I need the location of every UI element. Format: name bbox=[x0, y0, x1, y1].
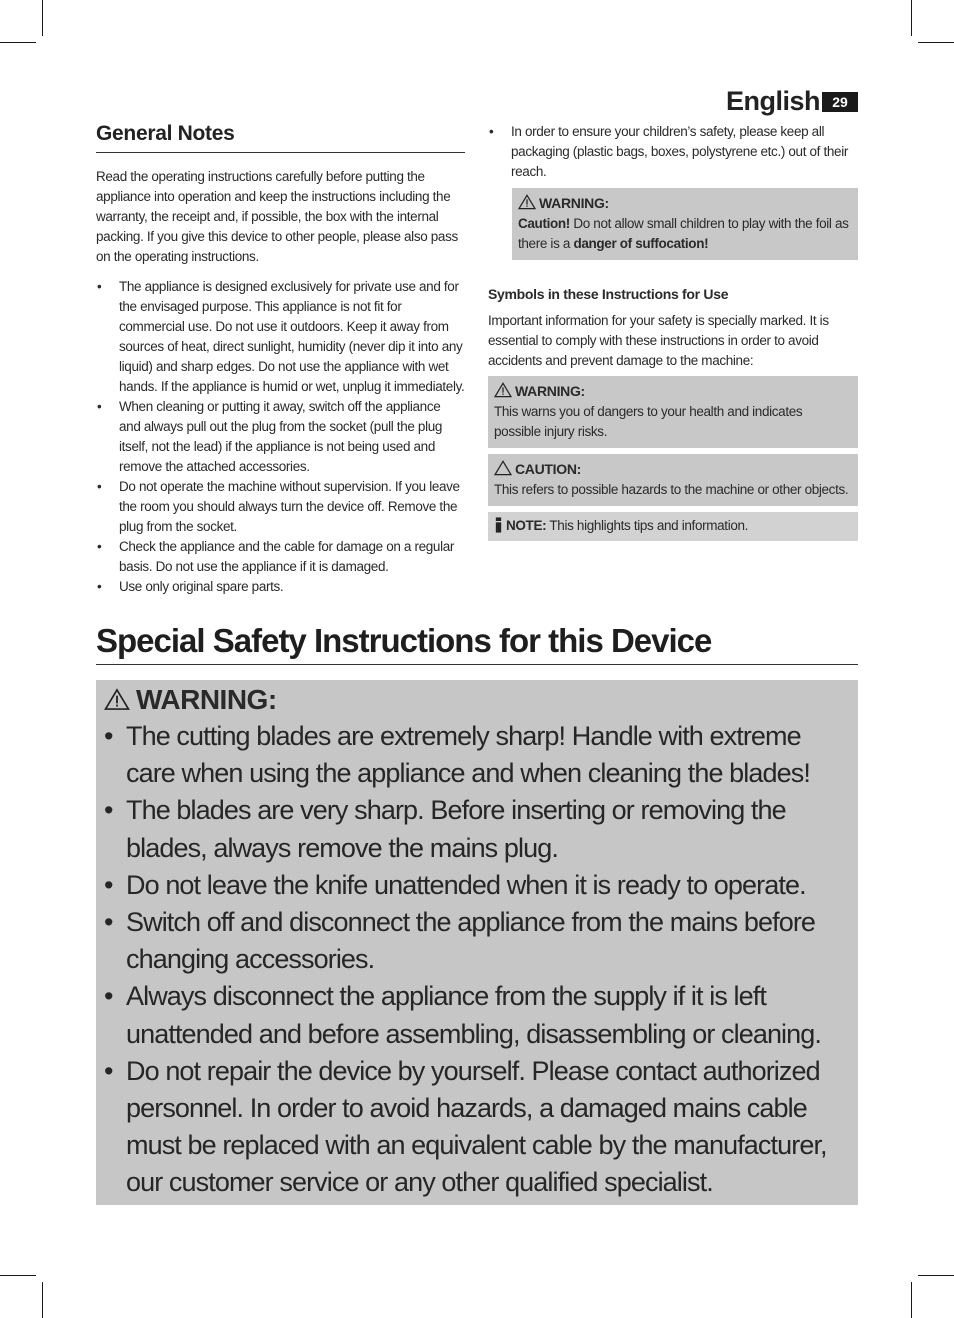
warning-symbol-title: WARNING: bbox=[515, 383, 585, 399]
caution-symbol-box bbox=[488, 454, 858, 506]
child-warning-text: Do not allow small children to play with the foil as there is a bbox=[518, 216, 849, 251]
special-safety-heading: Special Safety Instructions for this Device bbox=[96, 622, 858, 665]
list-item: • Do not leave the knife unattended when it is ready to operate. bbox=[104, 869, 806, 900]
child-warning-title: WARNING: bbox=[539, 195, 609, 211]
note-symbol-box bbox=[488, 512, 858, 541]
caution-symbol-text: This refers to possible hazards to the machine or other objects. bbox=[494, 482, 849, 497]
general-notes-heading: General Notes bbox=[96, 122, 465, 153]
list-item: • The blades are very sharp. Before inserting or removing the blades, always remove the mains plug. bbox=[104, 795, 786, 863]
general-notes-intro: Read the operating instructions carefully before putting the appliance into operation and keep the instructions including the warranty, the receipt and, if possible, the box with the internal packing. If you give this device to other people, please also pass on the operating instructions. bbox=[96, 169, 458, 264]
special-warning-box bbox=[96, 680, 858, 1205]
list-item: • Do not operate the machine without supervision. If you leave the room you should always turn the device off. Remove the plug from the socket. bbox=[97, 479, 460, 534]
child-safety-list bbox=[488, 122, 858, 182]
crop-mark bbox=[918, 42, 954, 43]
language-label: English bbox=[726, 86, 821, 116]
info-icon bbox=[494, 517, 503, 533]
list-item: • Check the appliance and the cable for damage on a regular basis. Do not use the appliance if it is damaged. bbox=[97, 539, 455, 574]
crop-mark bbox=[0, 42, 36, 43]
general-notes-section bbox=[96, 122, 465, 597]
symbols-intro: Important information for your safety is specially marked. It is essential to comply with these instructions in order to avoid accidents and prevent damage to the machine: bbox=[488, 313, 829, 368]
child-warning-box bbox=[512, 188, 858, 260]
special-warning-title: WARNING: bbox=[136, 684, 277, 715]
list-item: • Switch off and disconnect the appliance from the mains before changing accessories. bbox=[104, 907, 816, 975]
note-symbol-text: This highlights tips and information. bbox=[546, 518, 749, 533]
crop-mark bbox=[42, 1282, 43, 1318]
list-item: • Do not repair the device by yourself. Please contact authorized personnel. In order to avoid hazards, a damaged mains cable must be replaced with an equivalent cable by the manufacturer, our customer service or any other qualified specialist. bbox=[104, 1055, 827, 1198]
note-symbol-title: NOTE: bbox=[506, 518, 547, 533]
list-item: • The appliance is designed exclusively for private use and for the envisaged purpose. This appliance is not fit for commercial use. Do not use it outdoors. Keep it away from sources of heat, direct sunlight, humidity (never dip it into any liquid) and sharp edges. Do not use the appliance with wet hands. If the appliance is humid or wet, unplug it immediately. bbox=[97, 279, 465, 394]
special-safety-list bbox=[104, 718, 850, 1202]
suffocation-text: danger of suffocation! bbox=[573, 236, 709, 251]
list-item: • In order to ensure your children’s safety, please keep all packaging (plastic bags, boxes, polystyrene etc.) out of their reach. bbox=[489, 124, 848, 179]
caution-symbol-title: CAUTION: bbox=[515, 461, 582, 477]
caution-label: Caution! bbox=[518, 216, 570, 231]
list-item: • Always disconnect the appliance from the supply if it is left unattended and before assembling, disassembling or cleaning. bbox=[104, 981, 821, 1049]
crop-mark bbox=[911, 1282, 912, 1318]
general-notes-list bbox=[96, 277, 465, 597]
list-item: • When cleaning or putting it away, switch off the appliance and always pull out the plug from the socket (pull the plug itself, not the lead) if the appliance is not being used and remove the attached accessories. bbox=[97, 399, 443, 474]
list-item: • Use only original spare parts. bbox=[97, 579, 284, 594]
right-column bbox=[488, 122, 858, 541]
warning-symbol-box bbox=[488, 376, 858, 448]
crop-mark bbox=[0, 1275, 36, 1276]
crop-mark bbox=[911, 0, 912, 36]
warning-triangle-icon bbox=[518, 194, 536, 210]
crop-mark bbox=[42, 0, 43, 36]
caution-triangle-icon bbox=[494, 460, 512, 476]
warning-triangle-icon bbox=[494, 382, 512, 398]
crop-mark bbox=[918, 1275, 954, 1276]
warning-triangle-icon bbox=[104, 688, 130, 711]
page-number: 29 bbox=[822, 92, 858, 112]
warning-symbol-text: This warns you of dangers to your health and indicates possible injury risks. bbox=[494, 404, 803, 439]
list-item: • The cutting blades are extremely sharp! Handle with extreme care when using the appliance and when cleaning the blades! bbox=[104, 721, 810, 789]
symbols-heading: Symbols in these Instructions for Use bbox=[488, 286, 729, 302]
